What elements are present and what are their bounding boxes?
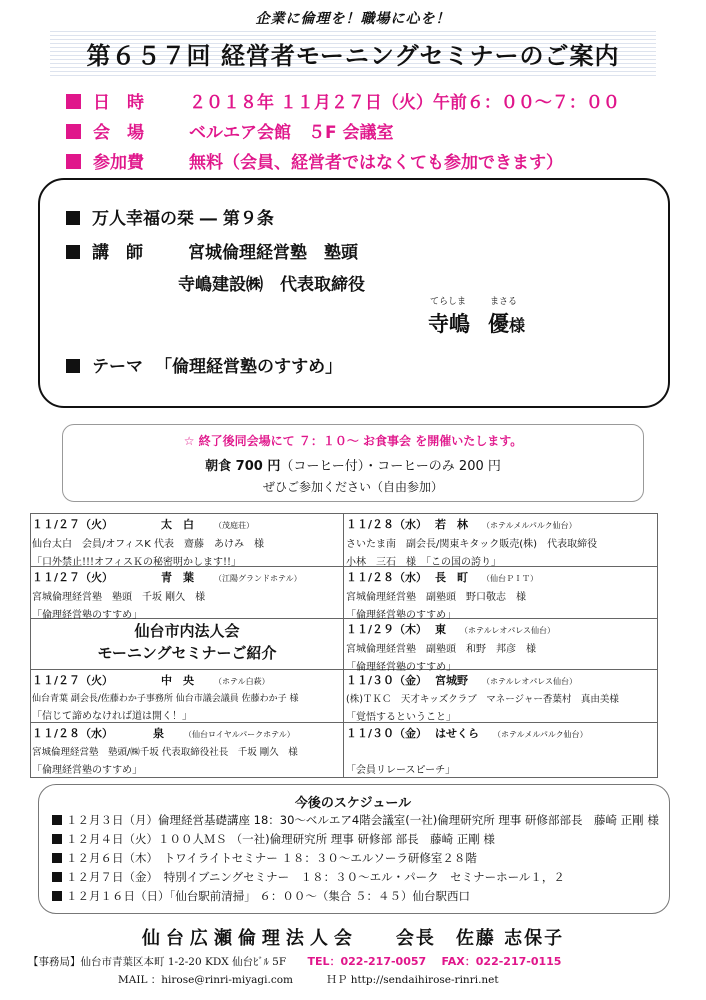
footer-organization: [0, 924, 706, 950]
seminar-place: （江陽グランドホテル）: [214, 574, 302, 583]
schedule-item-text: １２月１６日（日）「仙台駅前清掃」 ６：００〜（集合 ５：４５）仙台駅西口: [66, 889, 471, 903]
seminar-theme: 「倫理経営塾のすすめ」: [32, 765, 143, 776]
speaker-ruby-given: まさる: [490, 297, 518, 307]
square-bullet-icon: [52, 872, 62, 882]
grid-divider: [30, 669, 343, 670]
seminar-theme: 「覚悟するということ」: [346, 712, 456, 723]
schedule-item: [52, 850, 477, 866]
seminar-speaker: 宮城倫理経営塾 塾頭/㈱千坂 代表取締役社長 千坂 剛久 様: [32, 747, 298, 758]
footer-contact: [118, 972, 499, 987]
seminar-name: 宮城野: [435, 674, 469, 687]
meal-price-rest: （コーヒー付）・コーヒーのみ 200 円: [280, 459, 501, 474]
seminar-place: （ホテルメルパルク仙台）: [493, 730, 588, 739]
intro-line: モーニングセミナーご紹介: [97, 644, 277, 662]
lecture-speaker: [66, 238, 358, 263]
seminar-name: 東: [435, 623, 447, 636]
seminar-date: １１/３０（金）: [346, 727, 428, 740]
speaker-given-name: 優: [488, 312, 509, 336]
seminar-speaker: 宮城倫理経営塾 副塾頭 和野 邦彦 様: [346, 644, 536, 655]
speaker-label: 講 師: [92, 243, 143, 263]
square-bullet-icon: [52, 853, 62, 863]
schedule-item: [52, 888, 470, 904]
seminar-theme: 「倫理経営塾のすすめ」: [346, 610, 457, 621]
lecture-theme: [66, 352, 342, 377]
fax-text: FAX：022-217-0115: [441, 955, 562, 968]
seminar-speaker: さいたま南 副会長/関東キタック販売(株) 代表取締役: [346, 539, 598, 550]
square-bullet-icon: [66, 359, 80, 373]
seminar-theme: 「信じて諦めなければ道は開く！」: [32, 711, 192, 722]
square-bullet-icon: [66, 245, 80, 259]
seminar-cell: [346, 569, 659, 621]
seminar-name: 中 央: [161, 674, 195, 687]
schedule-title: 今後のスケジュール: [294, 796, 412, 811]
speaker-ruby-family: てらしま: [430, 297, 467, 307]
lecture-topic: [66, 204, 274, 229]
seminar-cell: [346, 725, 659, 776]
seminar-theme: 「倫理経営塾のすすめ」: [346, 662, 457, 673]
info-label: 日 時: [93, 93, 144, 113]
seminar-cell: [32, 672, 345, 722]
meal-invite: ぜひご参加ください（自由参加）: [262, 480, 443, 494]
seminar-name: 青 葉: [161, 571, 195, 584]
info-value: ２０１８年 １１月２７日（火）午前６：００〜７：００: [189, 93, 620, 113]
seminar-speaker: 仙台太白 会員/オフィスK 代表 齋藤 あけみ 様: [32, 539, 265, 550]
seminar-name: はせくら: [435, 727, 480, 740]
seminar-theme: 「会員リレースピーチ」: [346, 765, 456, 776]
seminar-theme: 「口外禁止!!!オフィスＫの秘密明かします!!」: [32, 557, 241, 568]
org-chair: 会長 佐藤 志保子: [395, 928, 565, 949]
meal-notice: ☆ 終了後同会場にて ７：１０〜 お食事会 を開催いたします。: [183, 434, 523, 448]
grid-divider: [30, 722, 343, 723]
meal-price: [0, 455, 706, 474]
seminar-date: １１/２７（火）: [32, 571, 114, 584]
homepage-link[interactable]: ＨＰ http://sendaihirose-rinri.net: [326, 974, 499, 986]
seminar-place: （ホテルレオパレス仙台）: [482, 677, 578, 686]
seminar-date: １１/２７（火）: [32, 518, 114, 531]
seminar-cell: [346, 516, 659, 568]
intro-heading: [32, 620, 342, 664]
org-name: 仙台広瀬倫理法人会: [141, 928, 358, 949]
square-bullet-icon: [52, 834, 62, 844]
square-bullet-icon: [66, 154, 81, 169]
speaker-org: 宮城倫理経営塾 塾頭: [188, 243, 358, 263]
speaker-honorific: 様: [509, 316, 526, 335]
seminar-name: 泉: [153, 727, 165, 740]
speaker-name: [428, 297, 526, 338]
seminar-name: 太 白: [161, 518, 195, 531]
seminar-date: １１/２７（火）: [32, 674, 114, 687]
schedule-item-text: １２月６日（木） トワイライトセミナー １８：３０〜エルソーラ研修室２８階: [66, 851, 477, 865]
footer-address: [28, 953, 561, 969]
info-venue: [66, 118, 394, 143]
schedule-item: [52, 831, 495, 847]
seminar-place: （仙台ロイヤルパークホテル）: [184, 730, 295, 739]
speaker-company: 寺嶋建設㈱ 代表取締役: [178, 275, 365, 295]
seminar-cell: [346, 621, 659, 673]
seminar-cell: [32, 516, 345, 568]
seminar-date: １１/２８（水）: [32, 727, 114, 740]
lecture-topic-text: 万人幸福の栞 ― 第９条: [92, 209, 274, 229]
meal-price-bold: 朝食 700 円: [205, 459, 281, 474]
seminar-cell: [346, 672, 659, 723]
square-bullet-icon: [66, 124, 81, 139]
info-fee: [66, 148, 563, 173]
info-label: 会 場: [93, 123, 144, 143]
seminar-date: １１/２８（水）: [346, 518, 428, 531]
info-datetime: [66, 88, 620, 113]
info-value: ベルエア会館 ５F 会議室: [189, 123, 394, 143]
square-bullet-icon: [52, 891, 62, 901]
seminar-place: （仙台ＰＩＴ）: [482, 574, 539, 583]
schedule-item: [52, 812, 659, 828]
seminar-speaker: 宮城倫理経営塾 副塾頭 野口敬志 様: [346, 592, 526, 603]
seminar-date: １１/２９（木）: [346, 623, 428, 636]
seminar-place: （茂庭荘）: [214, 521, 255, 530]
seminar-place: （ホテルメルパルク仙台）: [482, 521, 577, 530]
theme-label: テーマ: [92, 357, 143, 377]
seminar-cell: [32, 725, 345, 776]
info-value: 無料（会員、経営者ではなくても参加できます）: [189, 153, 563, 173]
theme-text: 「倫理経営塾のすすめ」: [155, 357, 343, 377]
seminar-name: 長 町: [435, 571, 469, 584]
seminar-speaker: 宮城倫理経営塾 塾頭 千坂 剛久 様: [32, 592, 206, 603]
page-title: 第６５７回 経営者モーニングセミナーのご案内: [86, 42, 620, 70]
info-label: 参加費: [93, 153, 144, 173]
seminar-name: 若 林: [435, 518, 469, 531]
square-bullet-icon: [66, 94, 81, 109]
seminar-theme: 「倫理経営塾のすすめ」: [32, 610, 143, 621]
seminar-date: １１/３０（金）: [346, 674, 428, 687]
seminar-place: （ホテル白萩）: [214, 677, 270, 686]
square-bullet-icon: [66, 211, 80, 225]
seminar-date: １１/２８（水）: [346, 571, 428, 584]
seminar-speaker: 仙台青葉 副会長/佐藤わか子事務所 仙台市議会議員 佐藤わか子 様: [32, 694, 299, 704]
email-link[interactable]: MAIL ：hirose@rinri-miyagi.com: [118, 974, 294, 986]
speaker-family-name: 寺嶋: [428, 312, 470, 336]
square-bullet-icon: [52, 815, 62, 825]
schedule-item-text: １２月３日（月）倫理経営基礎講座 18：30〜ベルエア4階会議室(一社)倫理研究所 理事 研修部部長 藤崎 正剛 様: [66, 813, 659, 827]
intro-line: 仙台市内法人会: [134, 622, 240, 640]
seminar-place: （ホテルレオパレス仙台）: [460, 626, 556, 635]
tagline: 企業に倫理を！職場に心を！: [255, 11, 451, 27]
seminar-speaker: 小林 三石 様 「この国の誇り」: [346, 557, 501, 568]
schedule-item-text: １２月７日（金） 特別イブニングセミナー １８：３０〜エル・パーク セミナーホール１，２: [66, 870, 565, 884]
tel-text: TEL：022-217-0057: [307, 955, 427, 968]
schedule-item: [52, 869, 565, 885]
schedule-item-text: １２月４日（火）１００人ＭＳ （一社)倫理研究所 理事 研修部 部長 藤崎 正剛 様: [66, 832, 495, 846]
address-text: 【事務局】仙台市青葉区本町 1-2-20 KDX 仙台ﾋﾞﾙ 5F: [28, 956, 287, 968]
seminar-cell: [32, 569, 345, 621]
seminar-speaker: (株)ＴＫＣ 天才キッズクラブ マネージャー香葉村 真由美様: [346, 694, 619, 705]
